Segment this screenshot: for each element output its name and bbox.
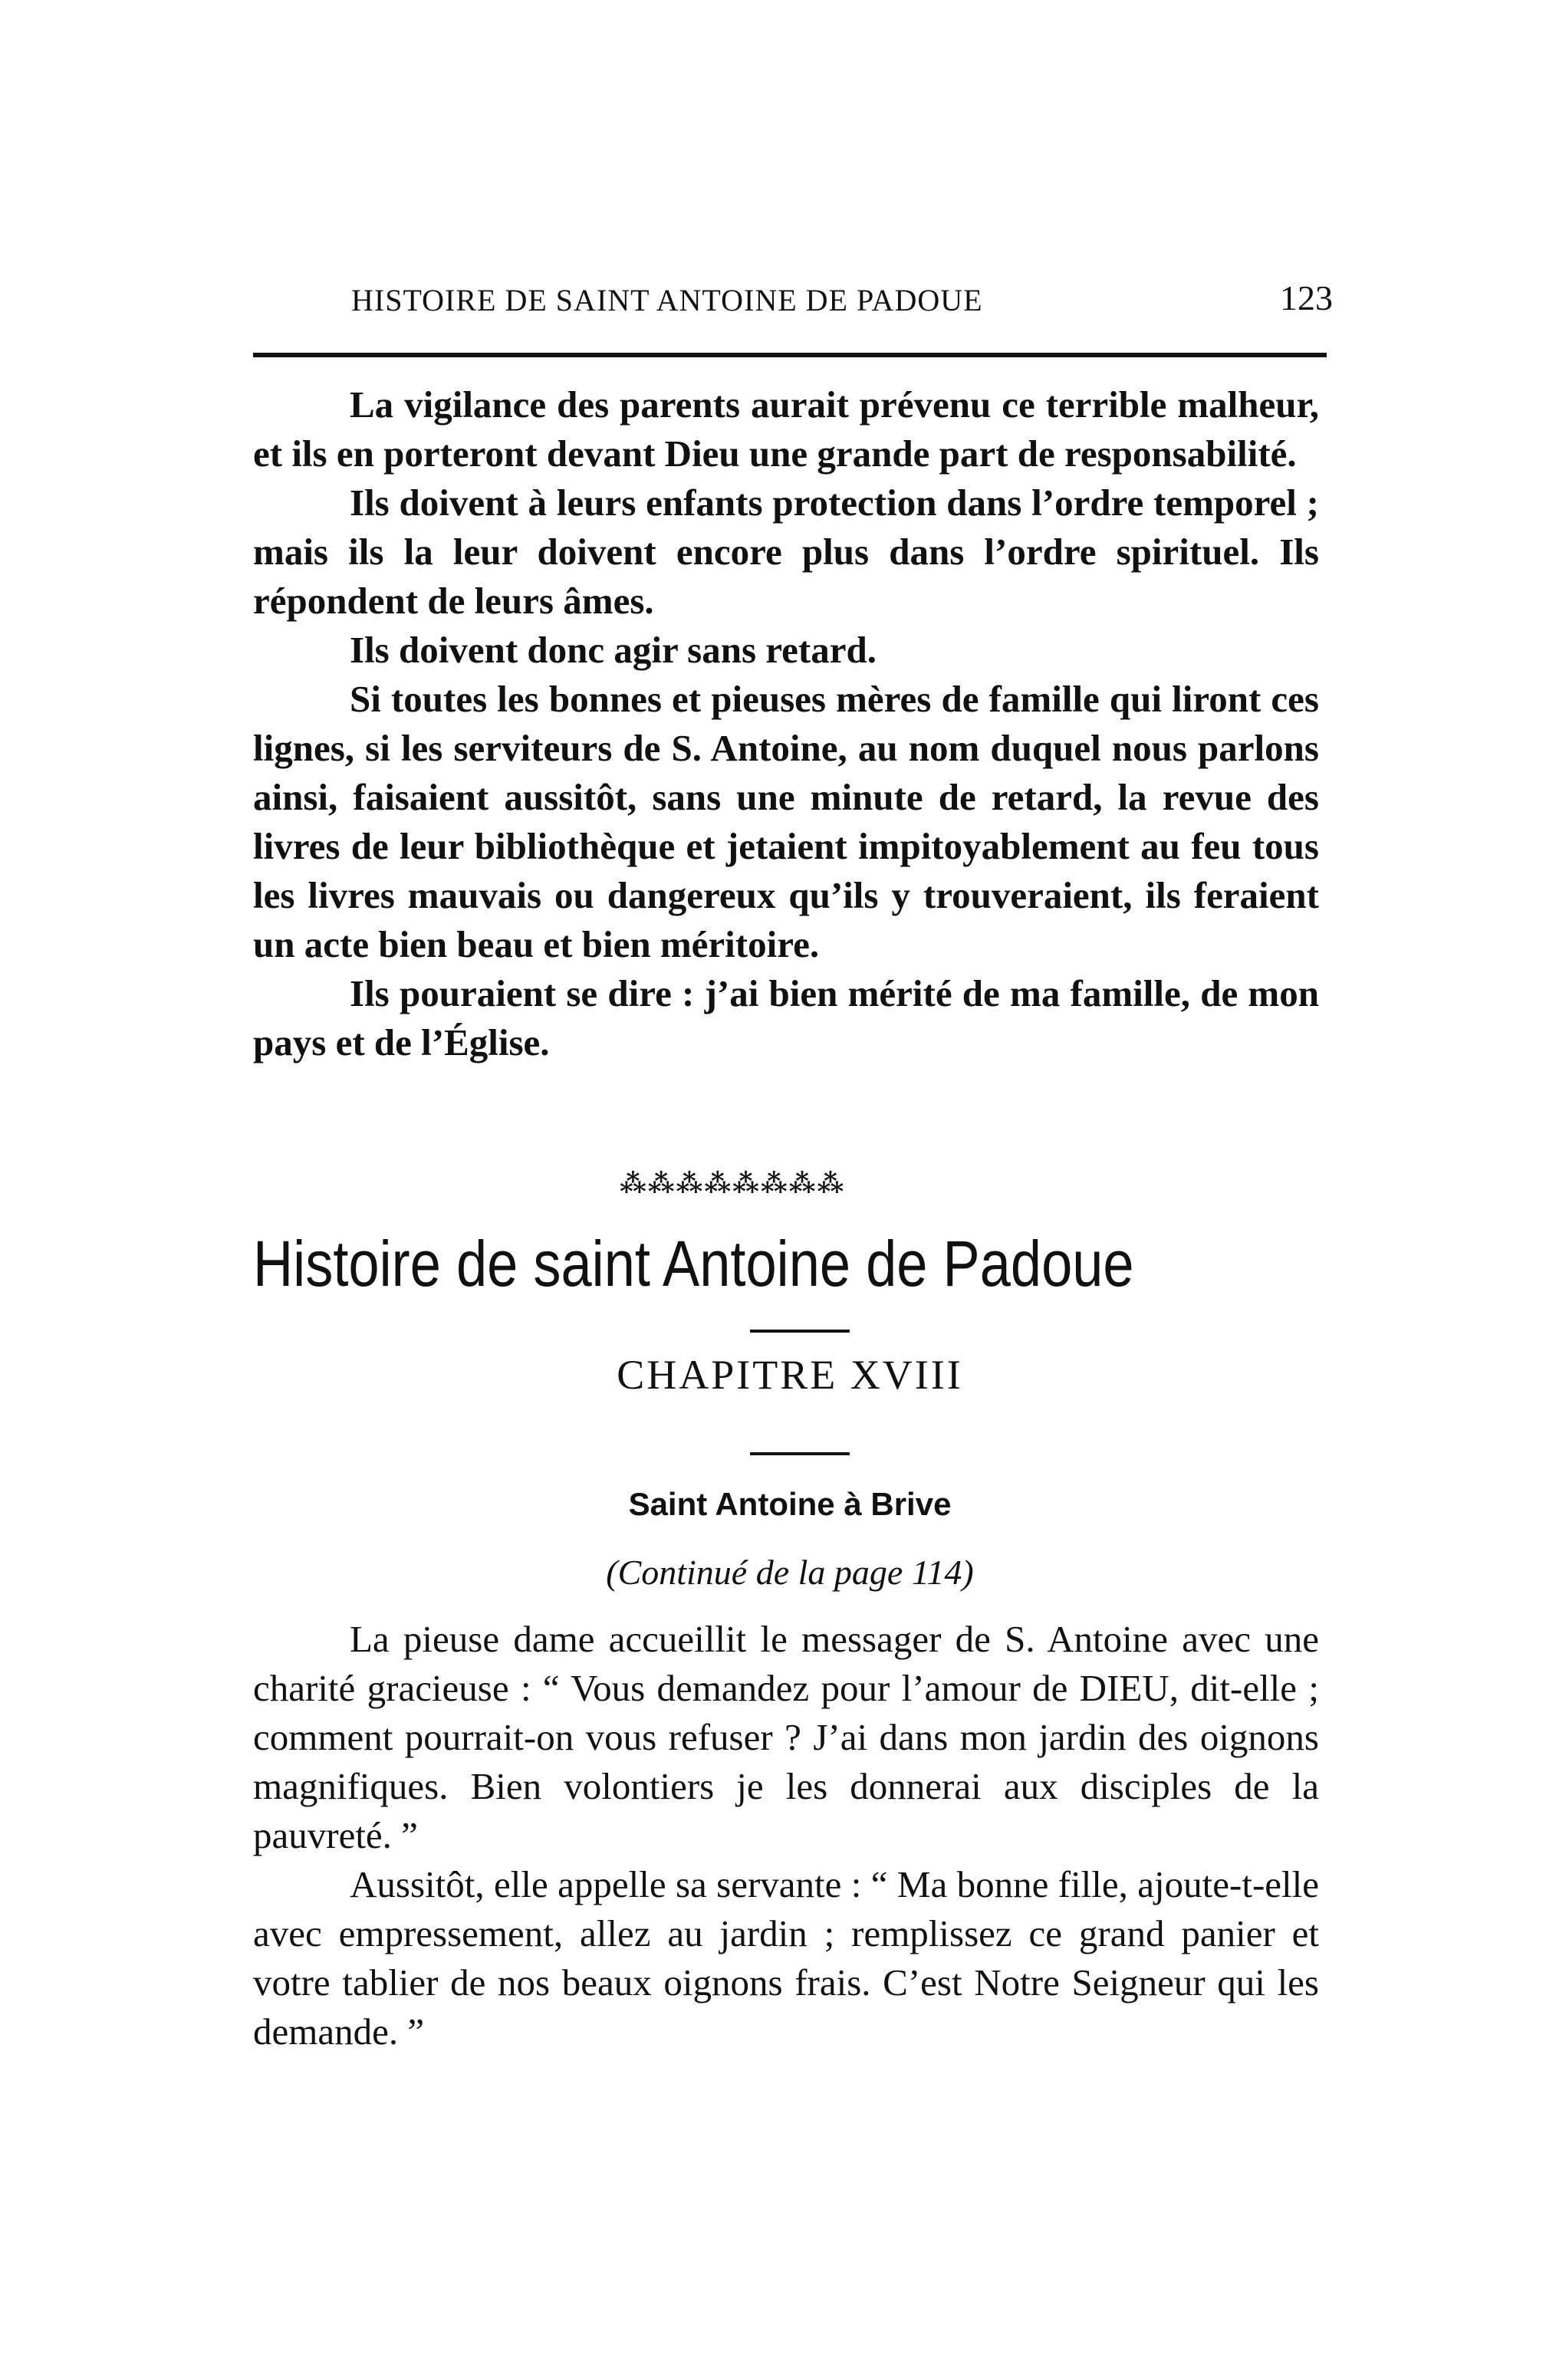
ornament-divider: ⁂⁂⁂⁂⁂⁂⁂⁂ [620, 1170, 846, 1198]
running-header [259, 278, 1340, 328]
bottom-text-block [253, 1615, 1319, 2056]
paragraph: Ils doivent à leurs enfants protection dans l’ordre temporel ; mais ils la leur doivent encore plus dans l’ordre spirituel. Ils répondent de leurs âmes. [253, 482, 1319, 622]
paragraph: Aussitôt, elle appelle sa servante : “ Ma bonne fille, ajoute-t-elle avec empressement, allez au jardin ; remplissez ce grand panier et votre tablier de nos beaux oignons frais. C’est Notre Seigneur qui les demande. ” [253, 1863, 1319, 2053]
running-title: HISTOIRE DE SAINT ANTOINE DE PADOUE [351, 283, 983, 317]
chapter-heading: CHAPITRE XVIII [617, 1352, 963, 1398]
header-rule [253, 353, 1327, 357]
paragraph: Ils pouraient se dire : j’ai bien mérité de ma famille, de mon pays et de l’Église. [253, 972, 1319, 1063]
short-rule [750, 1330, 850, 1333]
continuation-note: (Continué de la page 114) [606, 1553, 974, 1592]
paragraph: Ils doivent donc agir sans retard. [350, 629, 877, 671]
top-text-block [253, 380, 1319, 1067]
paragraph: Si toutes les bonnes et pieuses mères de famille qui liront ces lignes, si les serviteurs de S. Antoine, au nom duquel nous parlons ainsi, faisaient aussitôt, sans une minute de retard, la revue des livres de leur bibliothèque et jetaient impitoyablement au feu tous les livres mauvais ou dangereux qu’ils y trouveraient, ils feraient un acte bien beau et bien méritoire. [253, 678, 1319, 965]
chapter-subtitle: Saint Antoine à Brive [628, 1486, 952, 1522]
paragraph: La pieuse dame accueillit le messager de S. Antoine avec une charité gracieuse : “ Vous demandez pour l’amour de DIEU, dit-elle ; comment pourrait-on vous refuser ? J’ai dans mon jardin des oignons magnifiques. Bien volontiers je les donnerai aux disciples de la pauvreté. ” [253, 1618, 1319, 1856]
short-rule [750, 1452, 850, 1455]
section-title: Histoire de saint Antoine de Padoue [253, 1228, 1134, 1300]
paragraph: La vigilance des parents aurait prévenu ce terrible malheur, et ils en porteront devant Dieu une grande part de responsabilité. [253, 383, 1319, 475]
page-number: 123 [1280, 278, 1333, 317]
